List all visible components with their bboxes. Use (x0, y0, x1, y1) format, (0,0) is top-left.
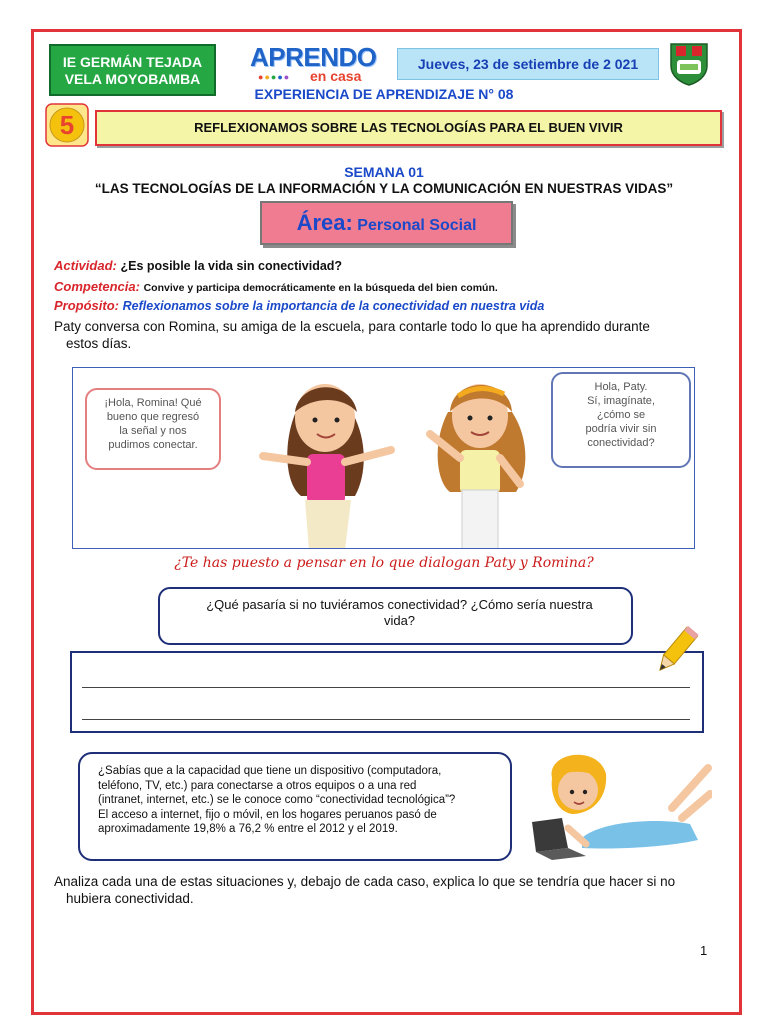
question-line2: vida? (383, 613, 416, 628)
experience-title: EXPERIENCIA DE APRENDIZAJE N° 08 (254, 86, 514, 102)
paty-speech-bubble (551, 372, 691, 468)
info-line2: teléfono, TV, etc.) para conectarse a otros equipos o a una red (98, 779, 417, 792)
bubble-line: ¿cómo se (596, 409, 646, 421)
bubble-line: podría vivir sin (585, 423, 657, 435)
info-line4: El acceso a internet, fijo o móvil, en los hogares peruanos pasó de (98, 808, 437, 821)
bubble-line: Sí, imagínate, (587, 395, 655, 407)
bubble-line: la señal y nos (119, 425, 187, 437)
school-name-line1: IE GERMÁN TEJADA (62, 54, 203, 70)
activity-label: Actividad: (54, 258, 117, 273)
purpose-label: Propósito: (54, 298, 119, 313)
analiza-line2: hubiera conectividad. (66, 891, 194, 906)
intro-line2: estos días. (66, 336, 132, 351)
info-line5: aproximadamente 19,8% a 76,2 % entre el 2012 y el 2019. (98, 823, 398, 835)
school-name-line2: VELA MOYOBAMBA (64, 71, 201, 87)
info-line1: ¿Sabías que a la capacidad que tiene un dispositivo (computadora, (98, 765, 442, 777)
bubble-line: pudimos conectar. (108, 439, 198, 451)
paty-girl-illustration (408, 372, 558, 549)
answer-area[interactable] (70, 651, 704, 733)
activity-row (54, 258, 342, 273)
competence-row (54, 279, 498, 294)
experience-subtitle-banner: REFLEXIONAMOS SOBRE LAS TECNOLOGÍAS PARA EL BUEN VIVIR (95, 110, 722, 146)
reflection-question: ¿Te has puesto a pensar en lo que dialogan Paty y Romina? (174, 555, 594, 571)
grade-badge-number: 5 (59, 110, 75, 140)
bubble-line: Hola, Paty. (594, 381, 648, 393)
intro-paragraph (54, 318, 714, 352)
week-label: SEMANA 01 (344, 164, 424, 180)
logo-main-text: APRENDO (250, 42, 377, 72)
bubble-line: conectividad? (587, 437, 655, 449)
school-crest-icon (668, 40, 710, 86)
analiza-line1: Analiza cada una de estas situaciones y, debajo de cada caso, explica lo que se tendría que hacer si no (54, 874, 676, 889)
page-number: 1 (700, 943, 708, 958)
purpose-value: Reflexionamos sobre la importancia de la conectividad en nuestra vida (122, 299, 545, 313)
date-label: Jueves, 23 de setiembre de 2 021 (397, 48, 659, 80)
logo-dots-icon: ●●●●● (258, 72, 291, 82)
competence-label: Competencia: (54, 279, 140, 294)
question-line1: ¿Qué pasaría si no tuviéramos conectividad? ¿Cómo sería nuestra (206, 597, 593, 612)
romina-girl-illustration (243, 374, 413, 549)
grade-five-badge-icon (45, 103, 89, 147)
info-line3: (intranet, internet, etc.) se le conoce como “conectividad tecnológica”? (98, 794, 456, 806)
bubble-line: ¡Hola, Romina! Qué (104, 397, 202, 409)
area-label: Área: (296, 210, 353, 235)
answer-line[interactable] (82, 719, 690, 720)
romina-speech-bubble (85, 388, 221, 470)
pencil-icon (652, 622, 700, 680)
purpose-row (54, 298, 544, 313)
logo-sub-text: en casa (310, 68, 362, 84)
dialogue-illustration (72, 367, 695, 549)
answer-line[interactable] (82, 687, 690, 688)
analiza-paragraph (54, 873, 724, 907)
competence-value: Convive y participa democráticamente en la búsqueda del bien común. (143, 282, 498, 294)
question-box (158, 587, 633, 645)
area-box (260, 201, 513, 245)
activity-value: ¿Es posible la vida sin conectividad? (120, 259, 343, 273)
girl-with-laptop-illustration (522, 748, 712, 863)
intro-line1: Paty conversa con Romina, su amiga de la escuela, para contarle todo lo que ha aprendido durante (54, 319, 650, 334)
week-title: “LAS TECNOLOGÍAS DE LA INFORMACIÓN Y LA COMUNICACIÓN EN NUESTRAS VIDAS” (94, 181, 674, 196)
info-box (78, 752, 512, 861)
bubble-line: bueno que regresó (106, 411, 200, 423)
area-value: Personal Social (357, 217, 477, 234)
